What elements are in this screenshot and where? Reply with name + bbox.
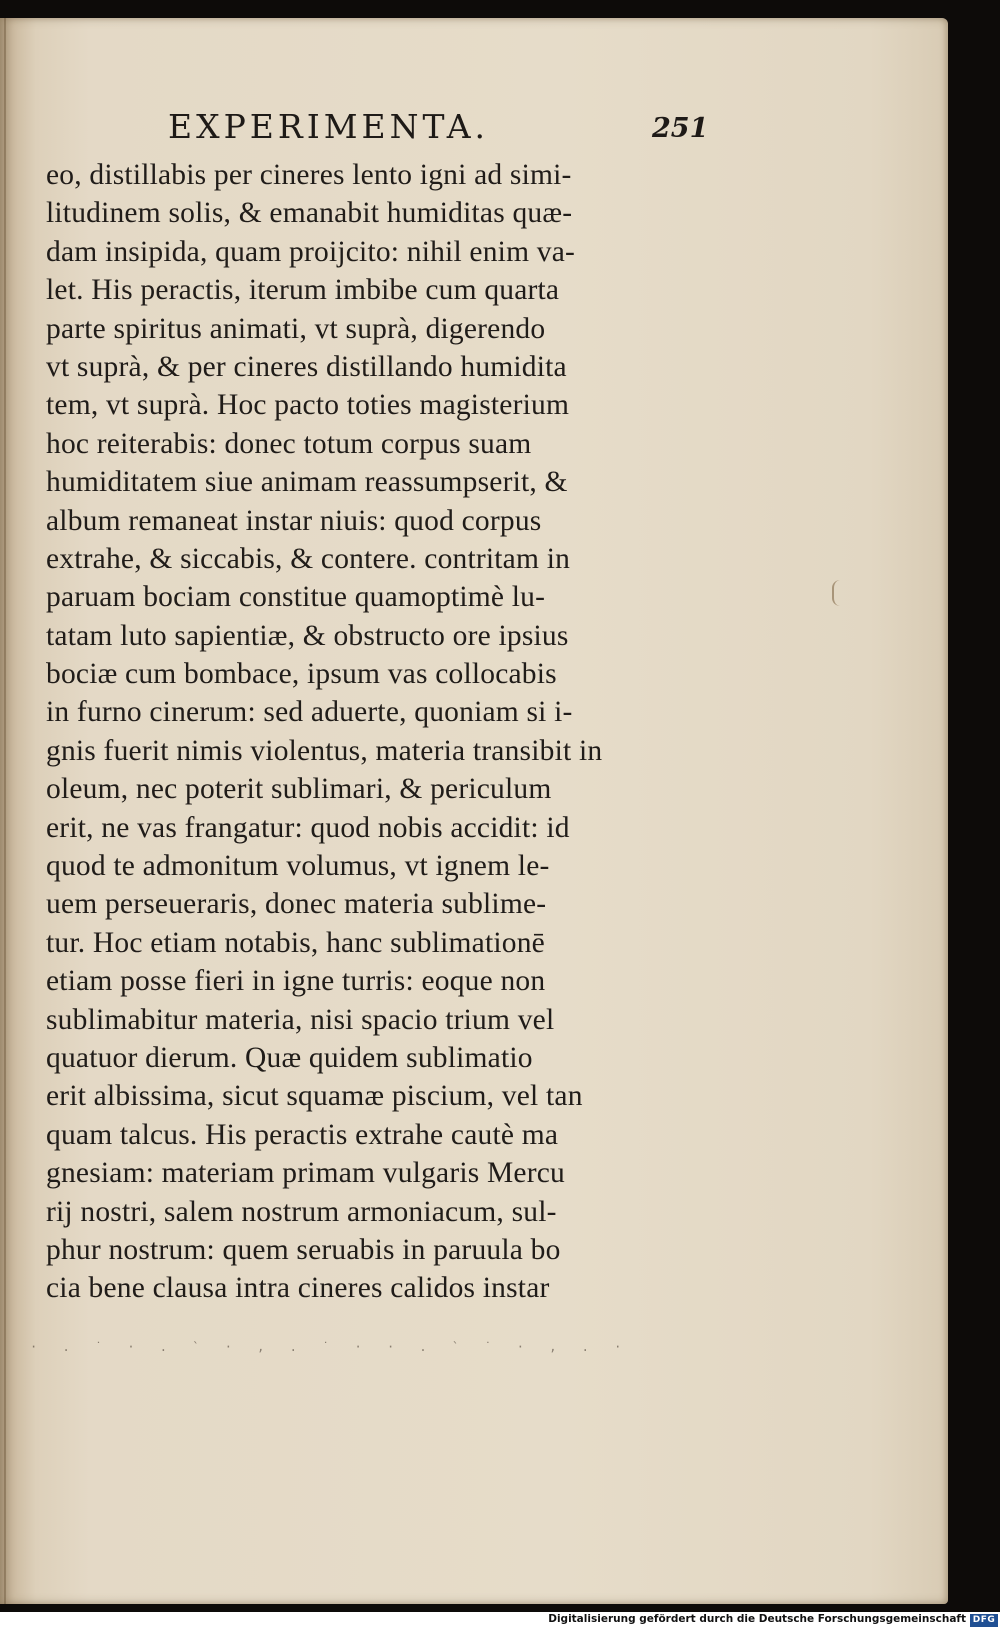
text-line: dam insipida, quam proijcito: nihil enim va-: [46, 235, 576, 268]
text-line: tur. Hoc etiam notabis, hanc sublimationē: [46, 926, 545, 959]
show-through-specks: · . ˙ · . ` · , . ˙ · · . ` ˙ · , . ·: [30, 1340, 631, 1354]
funding-credit: Digitalisierung gefördert durch die Deutsche Forschungsgemeinschaft: [548, 1613, 966, 1625]
text-line: humiditatem siue animam reassumpserit, &: [46, 466, 568, 499]
text-line: hoc reiterabis: donec totum corpus suam: [46, 427, 532, 460]
text-line: album remaneat instar niuis: quod corpus: [46, 504, 542, 537]
text-line: bociæ cum bombace, ipsum vas collocabis: [46, 658, 557, 691]
text-line: gnis fuerit nimis violentus, materia transibit in: [46, 734, 603, 767]
running-head-title: EXPERIMENTA.: [168, 107, 490, 146]
text-line: etiam posse fieri in igne turris: eoque non: [46, 965, 546, 998]
text-line: eo, distillabis per cineres lento igni ad simi-: [46, 159, 572, 191]
text-line: cia bene clausa intra cineres calidos instar: [46, 1272, 550, 1305]
text-line: extrahe, & siccabis, & contere. contritam in: [46, 542, 571, 575]
text-line: in furno cinerum: sed aduerte, quoniam si i-: [46, 696, 573, 729]
body-text: [46, 156, 696, 1308]
text-line: litudinem solis, & emanabit humiditas quæ-: [46, 197, 573, 230]
text-line: uem perseueraris, donec materia sublime-: [46, 888, 547, 921]
page-gutter: [4, 18, 6, 1604]
text-line: parte spiritus animati, vt suprà, digerendo: [46, 312, 546, 345]
dfg-logo: DFG: [970, 1614, 998, 1627]
text-line: erit, ne vas frangatur: quod nobis accidit: id: [46, 811, 570, 844]
text-line: oleum, nec poterit sublimari, & periculum: [46, 773, 552, 806]
page-number: 251: [652, 113, 709, 144]
text-line: sublimabitur materia, nisi spacio trium vel: [46, 1003, 555, 1036]
digitization-footer: [0, 1612, 1000, 1629]
text-line: tatam luto sapientiæ, & obstructo ore ipsius: [46, 619, 569, 652]
text-line: quod te admonitum volumus, vt ignem le-: [46, 850, 550, 883]
text-line: rij nostri, salem nostrum armoniacum, sul-: [46, 1195, 557, 1228]
text-line: phur nostrum: quem seruabis in paruula bo: [46, 1233, 561, 1266]
text-line: gnesiam: materiam primam vulgaris Mercu: [46, 1157, 565, 1190]
text-line: let. His peractis, iterum imbibe cum quarta: [46, 274, 560, 307]
text-line: vt suprà, & per cineres distillando humidita: [46, 350, 567, 383]
text-line: erit albissima, sicut squamæ piscium, vel tan: [46, 1080, 583, 1113]
text-line: paruam bociam constitue quamoptimè lu-: [46, 581, 546, 614]
text-line: quam talcus. His peractis extrahe cautè ma: [46, 1118, 559, 1151]
text-line: tem, vt suprà. Hoc pacto toties magisterium: [46, 389, 570, 422]
text-line: quatuor dierum. Quæ quidem sublimatio: [46, 1041, 533, 1074]
page-edge-mark: [832, 580, 840, 606]
